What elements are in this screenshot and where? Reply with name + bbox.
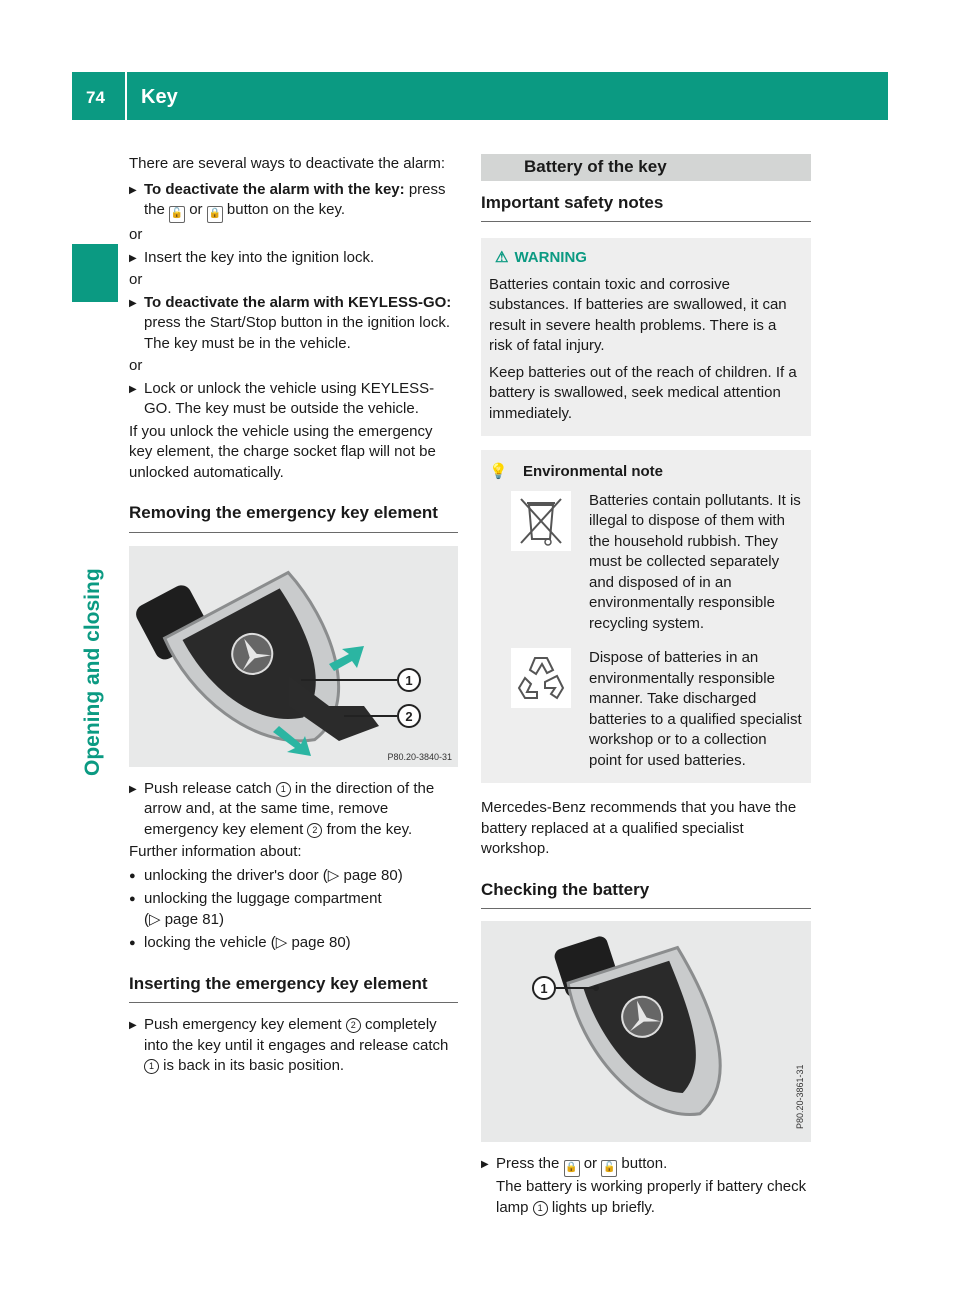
figure-emergency-key <box>129 546 458 767</box>
lightbulb-icon: 💡 <box>489 463 508 480</box>
step-text: or <box>189 201 203 218</box>
callout-ref: 1 <box>276 782 291 797</box>
header-divider <box>125 72 127 120</box>
callout-ref: 1 <box>144 1059 159 1074</box>
key-battery-illustration <box>481 921 811 1142</box>
list-item <box>129 933 458 954</box>
intro-text: There are several ways to deactivate the alarm: <box>129 155 445 172</box>
lock-icon: 🔒 <box>564 1160 580 1177</box>
crossed-bin-icon <box>489 491 589 635</box>
step-text: lights up briefly. <box>551 1198 655 1216</box>
step-deactivate-keyless <box>129 293 458 355</box>
callout-1: 1 <box>405 672 413 688</box>
step-bold: To deactivate the alarm with the key: <box>144 180 405 198</box>
key-illustration <box>129 546 458 767</box>
environmental-label: Environmental note <box>523 463 664 480</box>
step-text: Push emergency key element <box>144 1016 342 1033</box>
step-text: The battery is working properly if battery check lamp <box>496 1178 807 1216</box>
page-ref[interactable]: page 80) <box>343 866 403 884</box>
step-text: button on the key. <box>226 201 346 218</box>
heading-safety: Important safety notes <box>481 193 811 223</box>
page-ref[interactable]: page 80) <box>291 934 351 951</box>
page-ref-icon: ▷ <box>149 910 161 928</box>
section-tab-block <box>72 244 118 302</box>
unlock-icon: 🔓 <box>169 206 185 223</box>
recommend-text: Mercedes-Benz recommends that you have the battery replaced at a qualified specialist workshop. <box>481 799 797 857</box>
page-ref[interactable]: page 81) <box>164 910 224 928</box>
step-text: press the <box>144 180 446 218</box>
step-text: Press the <box>496 1155 560 1172</box>
env-row-1 <box>489 491 803 635</box>
environmental-box <box>481 450 811 783</box>
recycle-icon <box>489 648 589 771</box>
further-info: Further information about: <box>129 843 302 860</box>
step-bold: To deactivate the alarm with KEYLESS-GO: <box>144 293 452 311</box>
figure-code: P80.20-3840-31 <box>387 751 452 762</box>
heading-battery: Battery of the key <box>481 154 811 181</box>
page-title: Key <box>141 86 178 108</box>
lock-icon: 🔒 <box>207 206 223 223</box>
page-number: 74 <box>86 88 105 107</box>
bullet-text: unlocking the luggage compartment <box>144 890 382 907</box>
step-insert-emergency-key <box>129 1015 458 1077</box>
unlock-note: If you unlock the vehicle using the emergency key element, the charge socket flap will not be unlocked automatically. <box>129 422 436 481</box>
left-column <box>129 154 458 1077</box>
callout-ref: 1 <box>533 1201 548 1216</box>
step-push-catch <box>129 779 458 841</box>
step-text: press the Start/Stop button in the ignition lock. The key must be in the vehicle. <box>144 314 451 352</box>
right-column <box>481 154 811 1218</box>
callout-2: 2 <box>405 708 413 724</box>
warning-icon: ⚠ <box>495 249 509 266</box>
warning-title <box>495 248 803 269</box>
step-deactivate-key <box>129 180 458 224</box>
env-row-2 <box>489 648 803 771</box>
callout-1: 1 <box>540 981 548 996</box>
warning-text-1: Batteries contain toxic and corrosive substances. If batteries are swallowed, it can result in severe health problems. There is a risk of fatal injury. <box>489 275 787 354</box>
figure-code: P80.20-3861-31 <box>795 1064 805 1129</box>
step-text: from the key. <box>326 820 413 838</box>
step-insert-key: ▶ Insert the key into the ignition lock. <box>129 248 458 269</box>
step-press-button <box>481 1154 811 1218</box>
warning-text-2: Keep batteries out of the reach of children. If a battery is swallowed, seek medical attention immediately. <box>489 363 797 422</box>
list-item <box>129 866 458 887</box>
or-text: or <box>129 271 143 288</box>
step-text: in the direction of the arrow and, at the same time, remove emergency key element <box>144 779 435 838</box>
step-text: is back in its basic position. <box>163 1057 345 1074</box>
header-bar <box>72 72 888 120</box>
warning-label: WARNING <box>514 249 587 266</box>
step-text: button. <box>621 1155 668 1172</box>
page-ref-icon: ▷ <box>275 934 288 951</box>
env-text-2: Dispose of batteries in an environmentally responsible manner. Take discharged batteries to a qualified specialist workshop or to a collection point for used batteries. <box>589 649 802 769</box>
env-text-1: Batteries contain pollutants. It is illegal to dispose of them with the household rubbish. They must be collected separately and disposed of in an environmentally responsible recycling system. <box>589 491 801 632</box>
page-ref-icon: ▷ <box>327 866 340 884</box>
step-text: Push release catch <box>144 779 272 797</box>
section-tab-label: Opening and closing <box>81 568 104 776</box>
list-item: ● unlocking the luggage compartment (▷ page 81) <box>129 889 458 930</box>
heading-insert-key: Inserting the emergency key element <box>129 974 458 1004</box>
unlock-icon: 🔓 <box>601 1160 617 1177</box>
figure-battery-check <box>481 921 811 1142</box>
heading-check-battery: Checking the battery <box>481 880 811 910</box>
section-tab <box>83 546 111 776</box>
heading-remove-key: Removing the emergency key element <box>129 503 458 533</box>
or-text: or <box>129 357 143 374</box>
step-text: or <box>583 1155 598 1172</box>
or-text: or <box>129 226 143 243</box>
step-keyless-lock: ▶ Lock or unlock the vehicle using KEYLESS-GO. The key must be outside the vehicle. <box>129 379 458 420</box>
bullet-text: unlocking the driver's door ( <box>144 866 328 884</box>
warning-box <box>481 238 811 436</box>
callout-ref: 2 <box>307 823 322 838</box>
bullet-text: locking the vehicle ( <box>144 934 276 951</box>
environmental-title <box>489 462 803 483</box>
callout-ref: 2 <box>346 1018 361 1033</box>
step-text: completely into the key until it engages and release catch <box>144 1016 449 1054</box>
